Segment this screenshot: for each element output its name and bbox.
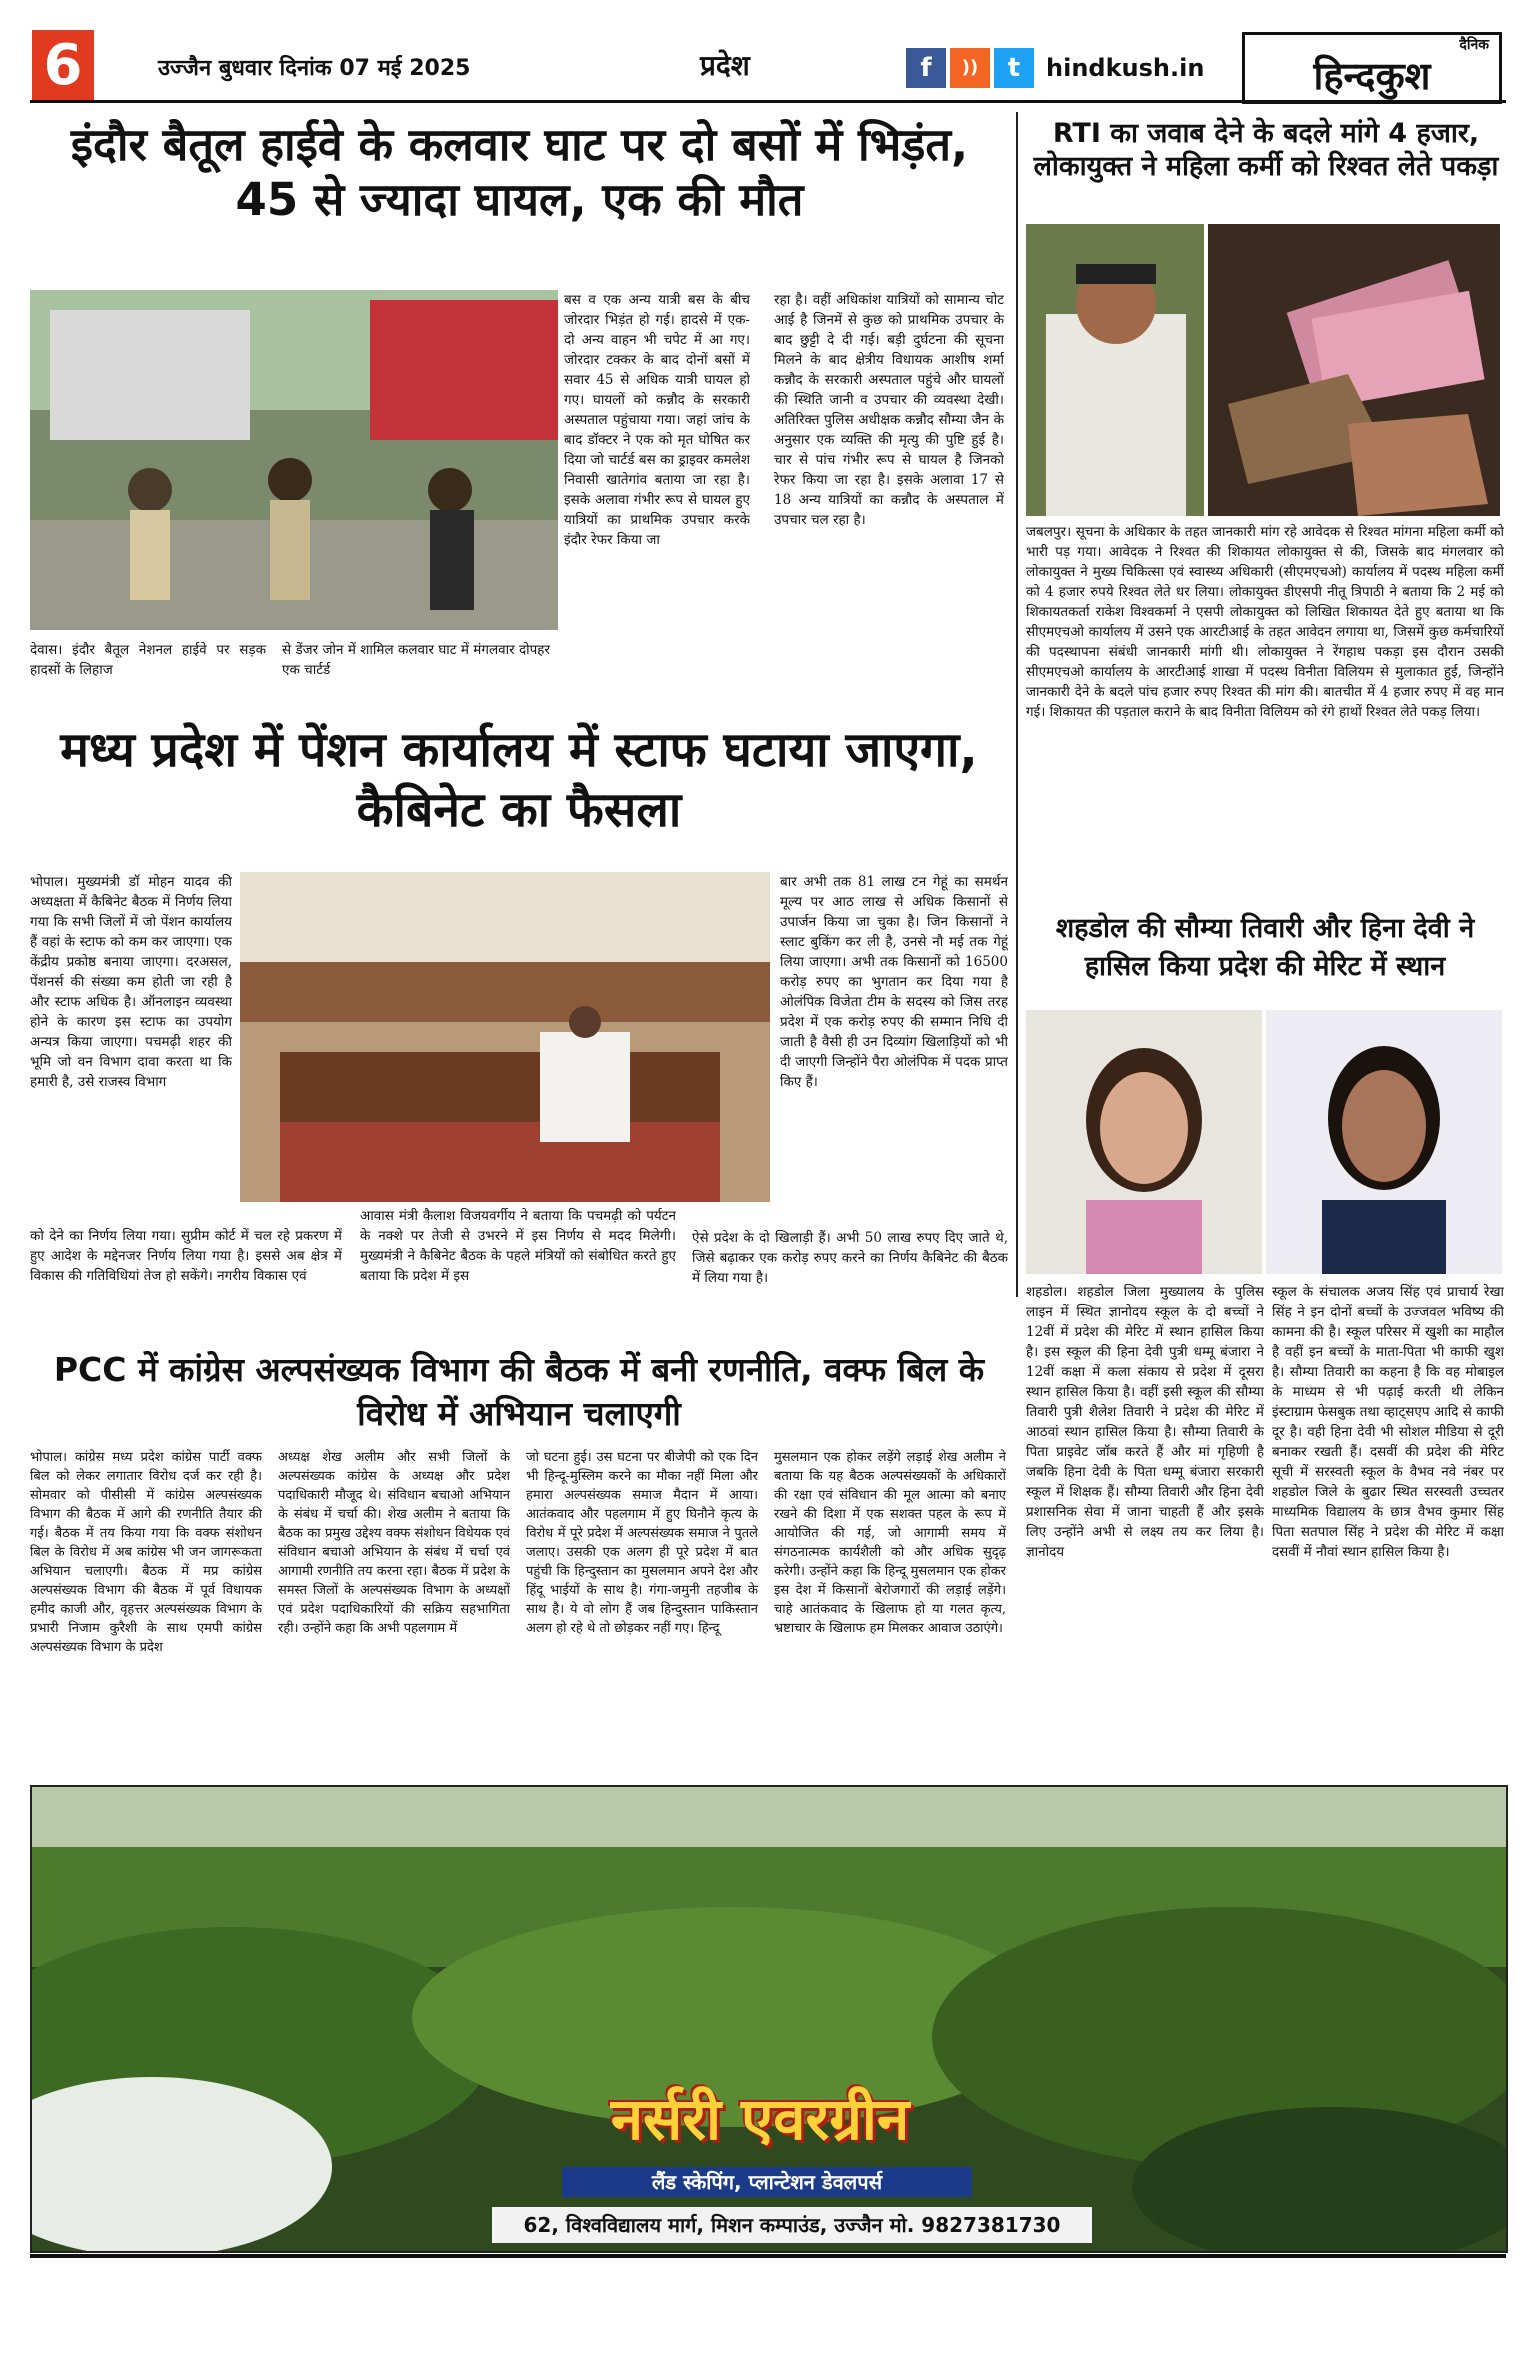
brand-name: हिन्दकुश — [1313, 53, 1431, 98]
story2-headline: RTI का जवाब देने के बदले मांगे 4 हजार, लोकायुक्त ने महिला कर्मी को रिश्वत लेते पकड़ा — [1033, 118, 1499, 182]
woman-employee-photo — [1026, 224, 1204, 516]
column-divider-2 — [1016, 1303, 1018, 1773]
story2-body: जबलपुर। सूचना के अधिकार के तहत जानकारी मांग रहे आवेदक से रिश्वत मांगना महिला कर्मी को भारी पड़ गया। आवेदक ने रिश्वत की शिकायत लोकायुक्त से की, जिसके बाद मंगलवार को लोकायुक्त ने मुख्य चिकित्सा एवं स्वास्थ्य अधिकारी (सीएमएचओ) कार्यालय में पदस्थ महिला कर्मी को 4 हजार रुपये रिश्वत लेते धर लिया। लोकायुक्त डीएसपी नीतू त्रिपाठी ने बताया कि 2 मई को शिकायतकर्ता राकेश विश्वकर्मा ने एसपी लोकायुक्त को लिखित शिकायत देते हुए बताया था कि सीएमएचओ कार्यालय में उसने एक आरटीआई के तहत आवेदन लगाया था, जिसमें कुछ कर्मचारियों की पदस्थापना संबंधी जानकारी मांगी थी। लोकायुक्त ने रेंगहाथ पकड़ा इस दौरान उसकी सीएमएचओ कार्यालय के आरटीआई शाखा में पदस्थ विनीता विलियम से मुलाकात हुई, जिन्होंने जानकारी देने के बदले पांच हजार रुपए रिश्वत की मांग की। बातचीत में 4 हजार रुपए में वह मान गई। शिकायत की पड़ताल कराने के बाद विनीता विलियम को रंगे हाथों रिश्वत लेते पकड़ लिया। — [1026, 524, 1504, 720]
brand-logo — [1242, 32, 1502, 104]
nursery-advertisement — [30, 1785, 1508, 2253]
story3-bottom3: ऐसे प्रदेश के दो खिलाड़ी हैं। अभी 50 लाख रुपए दिए जाते थे, जिसे बढ़ाकर एक करोड़ रुपए करने का निर्णय कैबिनेट की बैठक में लिया गया है। — [692, 1230, 1008, 1286]
edition-date: उज्जैन बुधवार दिनांक 07 मई 2025 — [158, 56, 471, 81]
cabinet-meeting-photo — [240, 872, 770, 1202]
story5-col4: मुसलमान एक होकर लड़ेंगे लड़ाई शेख अलीम ने बताया कि यह बैठक अल्पसंख्यकों के अधिकारों की रक्षा एवं संविधान की मूल आत्मा को बनाए रखने की दिशा में एक सशक्त पहल के रूप में आयोजित की गई, जो आगामी समय में संगठनात्मक कार्यशैली को और अधिक सुदृढ़ करेगी। उन्होंने कहा कि हिन्दू मुसलमान एक होकर इस देश में किसानों बेरोजगारों की लड़ाई लड़ेंगे। चाहे आतंकवाद के खिलाफ हो या गलत कृत्य, भ्रष्टाचार के खिलाफ हम मिलकर आवाज उठाएंगे। — [774, 1450, 1006, 1636]
hina-devi-photo — [1266, 1010, 1502, 1274]
twitter-icon[interactable]: t — [994, 48, 1034, 88]
story5-col1: भोपाल। कांग्रेस मध्य प्रदेश कांग्रेस पार्टी वक्फ बिल को लेकर लगातार विरोध दर्ज कर रही है। सोमवार को पीसीसी में कांग्रेस अल्पसंख्यक विभाग की बैठक में आगे की रणनीति तैयार की गई। बैठक में तय किया गया कि वक्फ संशोधन बिल के विरोध में अब कांग्रेस भी जन जागरूकता अभियान चलाएगी। बैठक में मप्र कांग्रेस अल्पसंख्यक विभाग की बैठक में पूर्व विधायक हमीद काजी और, वृहत्तर अल्पसंख्यक विभाग के प्रभारी निजाम कुरैशी के साथ एमपी कांग्रेस अल्पसंख्यक विभाग के प्रदेश — [30, 1450, 262, 1655]
bus-accident-photo — [30, 290, 558, 630]
soumya-tiwari-photo — [1026, 1010, 1262, 1274]
rss-icon[interactable]: )) — [950, 48, 990, 88]
story4-col1: शहडोल। शहडोल जिला मुख्यालय के पुलिस लाइन में स्थित ज्ञानोदय स्कूल के दो बच्चों ने 12वीं में प्रदेश की मेरिट में स्थान हासिल किया है। इस स्कूल की हिना देवी पुत्री धम्मू बंजारा ने 12वीं कक्षा में कला संकाय से प्रदेश में दूसरा स्थान हासिल किया है। वहीं इसी स्कूल की सौम्या तिवारी पुत्री शैलेश तिवारी ने प्रदेश की मेरिट में आठवां स्थान हासिल किया है। सौम्या तिवारी के पिता प्राइवेट जॉब करते हैं और मां गृहिणी है जबकि हिना देवी के पिता धम्मू बंजारा सरकारी स्कूल में शिक्षक हैं। सौम्या तिवारी और हिना देवी प्रशासनिक सेवा में जाना चाहती हैं और इसके लिए उन्होंने अभी से लक्ष्य तय कर लिया है। ज्ञानोदय — [1026, 1284, 1264, 1560]
story3-bottom2: आवास मंत्री कैलाश विजयवर्गीय ने बताया कि पचमढ़ी को पर्यटन के नक्शे पर तेजी से उभरने में इस निर्णय से मदद मिलेगी। मुख्यमंत्री ने कैबिनेट बैठक के पहले मंत्रियों को संबोधित करते हुए बताया कि प्रदेश में इस — [360, 1208, 676, 1284]
website-link[interactable]: hindkush.in — [1046, 54, 1205, 82]
bribe-money-photo — [1208, 224, 1500, 516]
brand-small: दैनिक — [1459, 37, 1489, 53]
ad-subtitle: लैंड स्केपिंग, प्लान्टेशन डेवलपर्स — [562, 2167, 972, 2197]
story1-caption-a: देवास। इंदौर बैतूल नेशनल हाईवे पर सड़क हादसों के लिहाज — [30, 642, 266, 678]
story3-bottom1: को देने का निर्णय लिया गया। सुप्रीम कोर्ट में चल रहे प्रकरण में हुए आदेश के मद्देनजर निर्णय लिया गया है। इससे अब क्षेत्र में विकास की गतिविधियां तेज हो सकेंगे। नगरीय विकास एवं — [30, 1228, 342, 1284]
story1-headline: इंदौर बैतूल हाईवे के कलवार घाट पर दो बसों में भिड़ंत, 45 से ज्यादा घायल, एक की मौत — [70, 118, 969, 226]
story4-col2: स्कूल के संचालक अजय सिंह एवं प्राचार्य रेखा सिंह ने इन दोनों बच्चों के उज्जवल भविष्य की कामना की है। स्कूल परिसर में खुशी का माहौल है वहीं इन बच्चों के माता-पिता भी काफी खुश है। सौम्या तिवारी का कहना है कि वह मोबाइल के माध्यम से भी पढ़ाई करती थी लेकिन इंस्टाग्राम फेसबुक तथा व्हाट्सएप आदि से काफी दूर है। वही हिना देवी भी सोशल मीडिया से दूरी बनाकर रखती हैं। दसवीं की प्रदेश की मेरिट सूची में सरस्वती स्कूल के वैभव नवे नंबर पर शहडोल जिले के बुढार स्थित सरस्वती उच्चतर माध्यमिक विद्यालय के छात्र वैभव कुमार सिंह पिता सतपाल सिंह ने प्रदेश की मेरिट में कक्षा दसवीं में नौवां स्थान हासिल किया है। — [1272, 1284, 1504, 1560]
story5-col3: जो घटना हुई। उस घटना पर बीजेपी को एक दिन भी हिन्दू-मुस्लिम करने का मौका नहीं मिला और हमारा अल्पसंख्यक समाज मैदान में आया। आतंकवाद और पहलगाम में हुए घिनौने कृत्य के विरोध में पूरे प्रदेश में अल्पसंख्यक समाज ने पुतले जलाए। उसकी एक अलग ही पूरे प्रदेश में बात पहुंची कि हिन्दुस्तान का मुसलमान अपने देश और हिंदू भाईयों के साथ है। गंगा-जमुनी तहजीब के साथ है। ये वो लोग हैं जब हिन्दुस्तान पाकिस्तान अलग हो रहे थे तो छोड़कर नहीं गए। हिन्दू — [526, 1450, 758, 1636]
section-title: प्रदेश — [700, 49, 750, 82]
header-rule — [30, 100, 1506, 103]
footer-rule — [30, 2254, 1506, 2258]
story3-col1: भोपाल। मुख्यमंत्री डॉ मोहन यादव की अध्यक्षता में कैबिनेट बैठक में निर्णय लिया गया कि सभी जिलों में जो पेंशन कार्यालय हैं वहां के स्टाफ को कम कर जाएगा। एक केंद्रीय प्रकोष्ठ बनाया जाएगा। दरअसल, पेंशनर्स की संख्या कम होती जा रही है और स्टाफ अधिक है। ऑनलाइन व्यवस्था होने के कारण इस स्टाफ का उपयोग अन्यत्र किया जाएगा। पचमढ़ी शहर की भूमि जो वन विभाग दावा करता था कि हमारी है, उसे राजस्व विभाग — [30, 874, 232, 1090]
facebook-icon[interactable]: f — [906, 48, 946, 88]
story5-headline: PCC में कांग्रेस अल्पसंख्यक विभाग की बैठक में बनी रणनीति, वक्फ बिल के विरोध में अभियान चलाएगी — [53, 1350, 985, 1433]
story1-col2: रहा है। वहीं अधिकांश यात्रियों को सामान्य चोट आई है जिनमें से कुछ को प्राथमिक उपचार के बाद छुट्टी दे दी गई। बड़ी दुर्घटना की सूचना मिलने के बाद क्षेत्रीय विधायक आशीष शर्मा कन्नौद के सरकारी अस्पताल पहुंचे और घायलों की स्थिति जानी व उपचार की व्यवस्था देखी। अतिरिक्त पुलिस अधीक्षक कन्नौद सौम्या जैन के अनुसार एक व्यक्ति की मृत्यु की पुष्टि हुई है। चार से पांच गंभीर रूप से घायल है जिनको रेफर किया जा रहा है। इसके अलावा 17 से 18 अन्य यात्रियों का कन्नौद के अस्पताल में उपचार चल रहा है। — [774, 292, 1004, 528]
story1-caption-b: से डेंजर जोन में शामिल कलवार घाट में मंगलवार दोपहर एक चार्टर्ड — [282, 642, 550, 678]
story3-headline: मध्य प्रदेश में पेंशन कार्यालय में स्टाफ घटाया जाएगा, कैबिनेट का फैसला — [60, 722, 978, 838]
story4-headline: शहडोल की सौम्या तिवारी और हिना देवी ने हासिल किया प्रदेश की मेरिट में स्थान — [1055, 913, 1475, 982]
story5-col2: अध्यक्ष शेख अलीम और सभी जिलों के अल्पसंख्यक कांग्रेस के अध्यक्ष और प्रदेश पदाधिकारी मौजूद थे। संविधान बचाओ अभियान के संबंध में चर्चा की। शेख अलीम ने बताया कि बैठक का प्रमुख उद्देश्य वक्फ संशोधन विधेयक एवं संविधान बचाओ अभियान के संबंध में चर्चा एवं आगामी रणनीति तय करना रहा। बैठक में प्रदेश के समस्त जिलों के अल्पसंख्यक विभाग के अध्यक्षों एवं प्रदेश पदाधिकारियों की सक्रिय सहभागिता रही। उन्होंने कहा कि अभी पहलगाम में — [278, 1450, 510, 1636]
ad-address: 62, विश्वविद्यालय मार्ग, मिशन कम्पाउंड, उज्जैन मो. 9827381730 — [492, 2207, 1092, 2243]
story3-col3: बार अभी तक 81 लाख टन गेहूं का समर्थन मूल्य पर आठ लाख से अधिक किसानों से उपार्जन किया जा चुका है। जिन किसानों ने स्लाट बुकिंग कर ली है, उनसे नौ मई तक गेहूं लिया जाएगा। अभी तक किसानों को 16500 करोड़ रुपए का भुगतान कर दिया गया है ओलंपिक विजेता टीम के सदस्य को जिस तरह प्रदेश में एक करोड़ रुपए की सम्मान निधि दी जाती है वैसी ही उन दिव्यांग खिलाड़ियों को भी दी जाएगी जिन्होंने पैरा ओलंपिक में पदक प्राप्त किए हैं। — [780, 874, 1008, 1090]
page-number: 6 — [32, 30, 94, 102]
ad-title: नर्सरी एवरग्रीन — [610, 2085, 910, 2153]
story1-col1: बस व एक अन्य यात्री बस के बीच जोरदार भिड़ंत हो गई। हादसे में एक-दो अन्य वाहन भी चपेट में आ गए। जोरदार टक्कर के बाद दोनों बसों में सवार 45 से अधिक यात्री घायल हो गए। घायलों को कन्नौद के सरकारी अस्पताल पहुंचाया गया। जहां जांच के बाद डॉक्टर ने एक को मृत घोषित कर दिया जो चार्टर्ड बस का ड्राइवर कमलेश निवासी खातेगांव बताया जा रहा है। इसके अलावा गंभीर रूप से घायल हुए यात्रियों का प्राथमिक उपचार करके इंदौर रेफर किया जा — [564, 292, 750, 548]
column-divider — [1016, 112, 1018, 1297]
